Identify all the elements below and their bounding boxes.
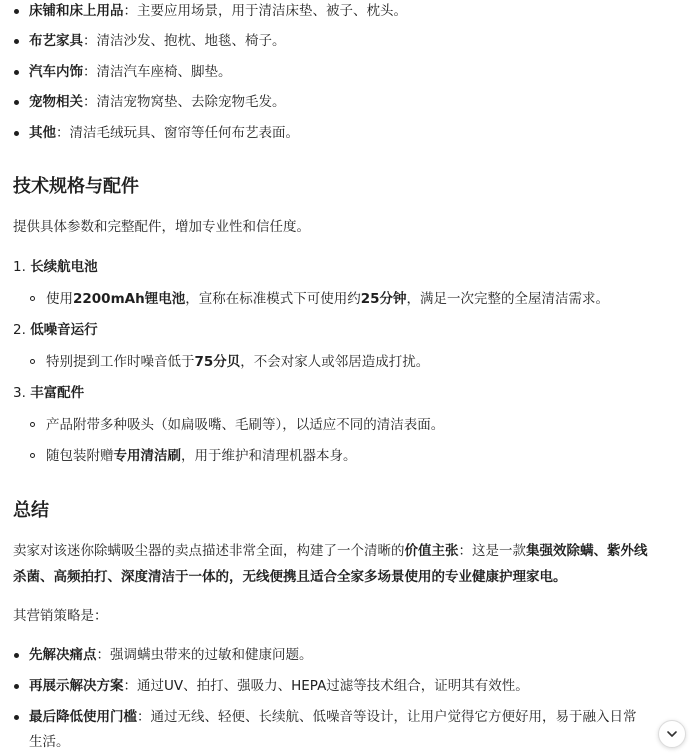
list-item-sep: ： [123,678,137,694]
numbered-item [13,256,98,278]
section-heading-specs: 技术规格与配件 [13,176,139,197]
bold-segment: 集强效除螨、紫外线 [526,543,648,559]
list-item-label: 先解决痛点 [29,647,97,663]
sub-list-item [30,351,429,373]
chevron-down-icon [665,727,679,741]
list-item-label: 汽车内饰 [29,64,83,80]
numbered-item [13,382,84,404]
list-item-label: 再展示解决方案 [29,678,124,694]
bold-segment: 专用清洁刷 [113,448,181,464]
text-segment: 随包装附赠 [46,448,114,464]
bullet-dot [14,715,19,720]
bold-segment: 2200mAh锂电池 [73,291,186,307]
bold-segment: 75分贝 [194,354,241,370]
list-item-text: 清洁宠物窝垫、去除宠物毛发。 [96,94,286,110]
list-item-text: 强调螨虫带来的过敏和健康问题。 [110,647,313,663]
bold-segment: 25分钟 [360,291,407,307]
list-item-text: 主要应用场景，用于清洁床垫、被子、枕头。 [137,3,407,19]
list-item-text: 清洁汽车座椅、脚垫。 [96,64,232,80]
list-item-label: 其他 [29,125,56,141]
bullet-dot [14,131,19,136]
text-segment: ，宣称在标准模式下可使用约 [185,291,361,307]
list-item-text: 清洁沙发、抱枕、地毯、椅子。 [96,33,286,49]
list-item-label: 宠物相关 [29,94,83,110]
list-item-continuation: 生活。 [29,734,70,750]
item-number: 3. [13,385,26,401]
item-title: 丰富配件 [30,385,85,401]
list-item [0,61,232,83]
list-item-label: 布艺家具 [29,33,83,49]
list-item-text: 通过UV、拍打、强吸力、HEPA过滤等技术组合，证明其有效性。 [137,678,529,694]
text-segment: ，用于维护和清理机器本身。 [181,448,357,464]
bullet-dot [14,70,19,75]
list-item-sep: ： [137,709,151,725]
sub-list-item [30,445,357,467]
item-title: 长续航电池 [30,259,98,275]
item-number: 1. [13,259,26,275]
summary-paragraph-line2: 杀菌、高频拍打、深度清洁于一体的，无线便携且适合全家多场景使用的专业健康护理家电。 [13,569,567,585]
list-item [0,30,286,52]
list-item [0,122,299,144]
text-segment: 产品附带多种吸头（如扁吸嘴、毛刷等），以适应不同的清洁表面。 [46,417,445,433]
text-segment: 特别提到工作时噪音低于 [46,354,195,370]
bullet-dot [14,100,19,105]
list-item [0,0,407,22]
list-item-sep: ： [96,647,110,663]
list-item-label: 床铺和床上用品 [29,3,124,19]
bold-segment: 价值主张 [404,543,459,559]
summary-paragraph-line1 [13,540,648,562]
bullet-dot [14,684,19,689]
item-number: 2. [13,322,26,338]
numbered-item [13,319,98,341]
item-title: 低噪音运行 [30,322,98,338]
list-item-label: 最后降低使用门槛 [29,709,137,725]
list-item-sep: ： [56,125,70,141]
scroll-to-bottom-button[interactable] [658,720,686,748]
hollow-bullet [30,453,35,458]
section-intro: 提供具体参数和完整配件，增加专业性和信任度。 [13,219,310,235]
list-item-sep: ： [83,64,97,80]
list-item [0,91,286,113]
list-item [0,675,529,697]
list-item-text: 清洁毛绒玩具、窗帘等任何布艺表面。 [69,125,299,141]
text-segment: 使用 [46,291,73,307]
text-segment: ，不会对家人或邻居造成打扰。 [240,354,430,370]
hollow-bullet [30,359,35,364]
summary-strategy-intro: 其营销策略是： [13,608,108,624]
bullet-dot [14,39,19,44]
hollow-bullet [30,296,35,301]
text-segment: 卖家对该迷你除螨吸尘器的卖点描述非常全面，构建了一个清晰的 [13,543,405,559]
text-segment: ，满足一次完整的全屋清洁需求。 [406,291,609,307]
sub-list-item [30,288,609,310]
bullet-dot [14,9,19,14]
list-item [0,706,637,728]
list-item-sep: ： [83,33,97,49]
hollow-bullet [30,422,35,427]
list-item-sep: ： [83,94,97,110]
bullet-dot [14,653,19,658]
list-item-sep: ： [123,3,137,19]
sub-list-item [30,414,444,436]
section-heading-summary: 总结 [13,500,49,521]
list-item-text: 通过无线、轻便、长续航、低噪音等设计，让用户觉得它方便好用，易于融入日常 [150,709,637,725]
list-item [0,644,313,666]
text-segment: ：这是一款 [458,543,526,559]
